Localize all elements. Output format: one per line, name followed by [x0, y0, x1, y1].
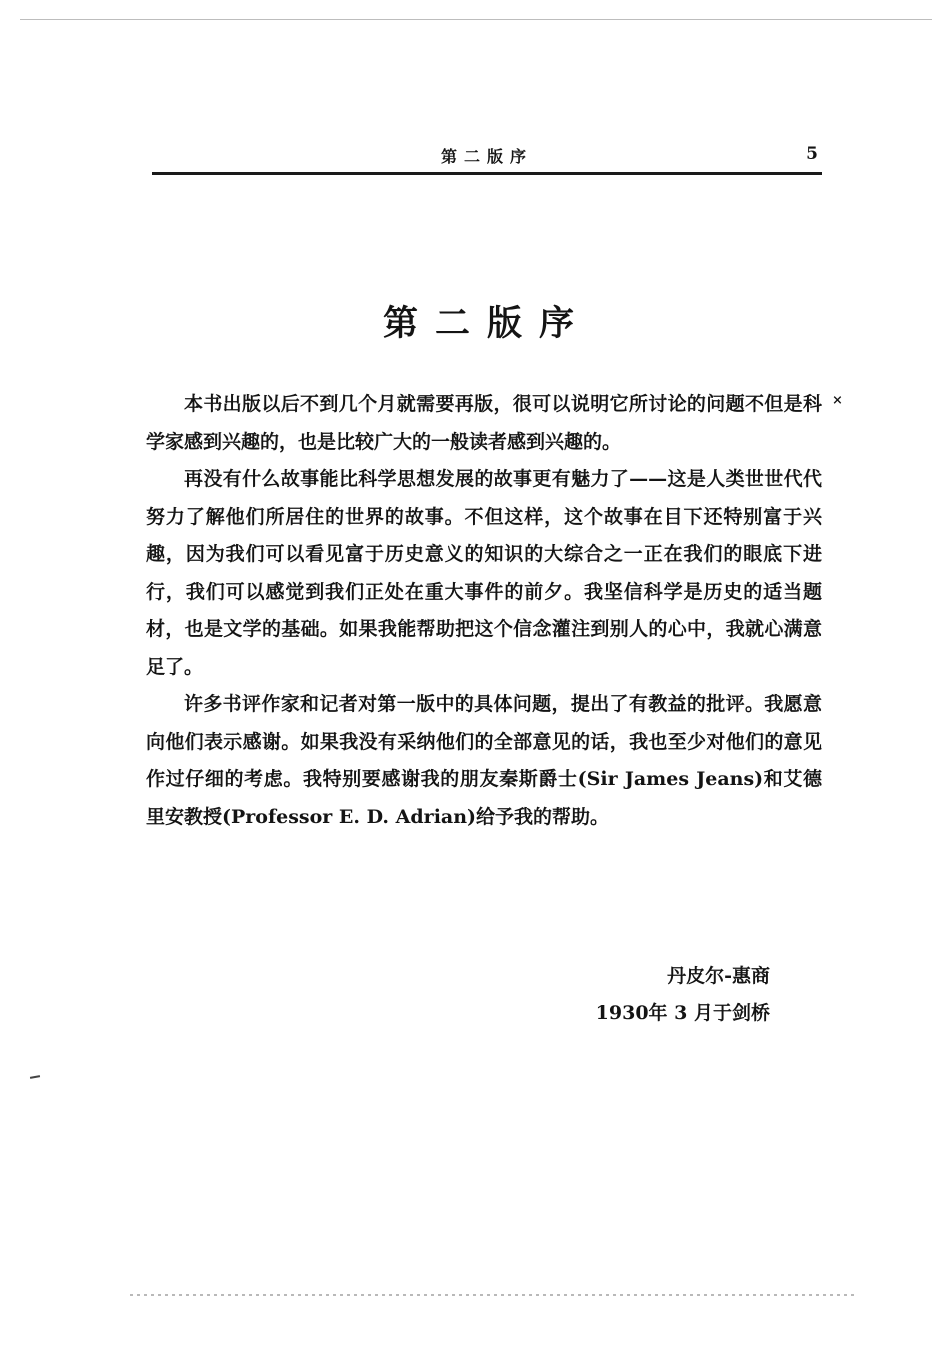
signature-block [560, 958, 770, 1032]
paragraph-2: 再没有什么故事能比科学思想发展的故事更有魅力了——这是人类世世代代努力了解他们所居住的世界的故事。不但这样，这个故事在目下还特别富于兴趣，因为我们可以看见富于历史意义的知识的大综合之一正在我们的眼底下进行，我们可以感觉到我们正处在重大事件的前夕。我坚信科学是历史的适当题材，也是文学的基础。如果我能帮助把这个信念灌注到别人的心中，我就心满意足了。 [146, 468, 822, 678]
scan-bottom-noise [130, 1294, 857, 1296]
preface-body [146, 386, 822, 836]
signature-author: 丹皮尔-惠商 [667, 965, 770, 987]
chapter-title: 第二版序 [382, 303, 591, 344]
signature-date-place: 1930年 3 月于剑桥 [595, 1002, 770, 1024]
page-number: 5 [806, 144, 818, 164]
scan-top-edge-line [20, 19, 932, 20]
paragraph-3: 许多书评作家和记者对第一版中的具体问题，提出了有教益的批评。我愿意向他们表示感谢。如果我没有采纳他们的全部意见的话，我也至少对他们的意见作过仔细的考虑。我特别要感谢我的朋友秦斯爵士(Sir James Jeans)和艾德里安教授(Professor E. D. Adrian)给予我的帮助。 [146, 693, 822, 828]
header-rule [152, 172, 822, 175]
running-head-title: 第二版序 [440, 147, 533, 166]
running-head [152, 140, 822, 170]
scan-speck [30, 1075, 40, 1079]
margin-mark: × [832, 393, 843, 408]
paragraph-1: 本书出版以后不到几个月就需要再版，很可以说明它所讨论的问题不但是科学家感到兴趣的，也是比较广大的一般读者感到兴趣的。 [146, 393, 822, 453]
